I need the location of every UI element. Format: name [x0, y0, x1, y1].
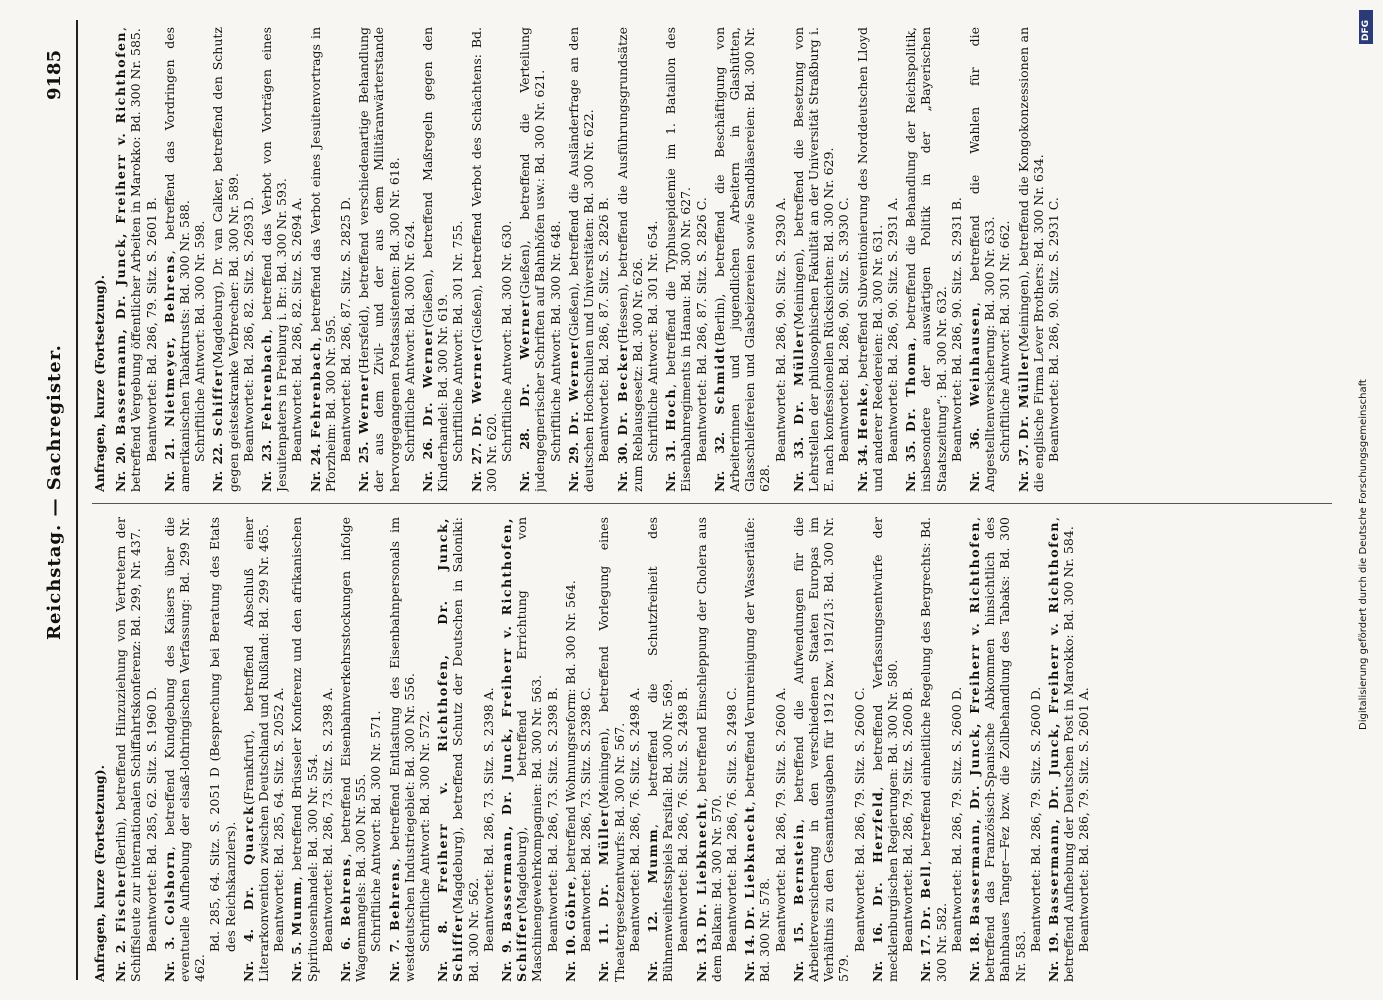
- entry-name: Dr. Müller: [596, 809, 612, 908]
- entry-number: Nr. 11.: [596, 907, 612, 982]
- entry-text: (Magdeburg), betreffend Errichtung von Maschinengewehrkompagnien: Bd. 300 Nr. 563.: [514, 517, 545, 982]
- register-entry: [1016, 27, 1062, 492]
- register-entry: [259, 27, 305, 492]
- dfg-logo: [1359, 10, 1373, 44]
- entry-name: Dr. Liebknecht: [742, 805, 758, 930]
- register-entry: [855, 27, 901, 492]
- entry-text: , betreffend das Verbot von Vorträgen eines Jesuitenpaters in Freiburg i. Br.: Bd. 300 Nr. 593.: [259, 27, 290, 492]
- entry-name: Mumm: [644, 827, 660, 884]
- entry-reference: Beantwortet: Bd. 286, 82. Sitz. S. 2694 A.: [289, 197, 305, 462]
- entry-text: , betreffend Entlastung des Eisenbahnpersonals im westdeutschen Industriegebiet: Bd. 300 Nr. 556.: [386, 517, 417, 982]
- entry-reference: Schriftliche Antwort: Bd. 300 Nr. 630.: [499, 220, 515, 462]
- entry-text: (Magdeburg), betreffend Schutz der Deutschen in Saloniki: Bd. 300 Nr. 562.: [450, 517, 481, 982]
- entry-text: (Meiningen), betreffend die Kongokonzessionen an die englische Firma Lever Brothers: Bd. 300 Nr. 634.: [1015, 27, 1046, 492]
- entry-text: (Gießen), betreffend Verbot des Schächtens: Bd. 300 Nr. 620.: [468, 27, 499, 492]
- entry-name: Schmidt: [711, 345, 727, 415]
- entry-reference: Beantwortet: Bd. 286, 73. Sitz. S. 2398 C.: [578, 687, 594, 952]
- register-entry: [420, 27, 466, 492]
- register-entry: [870, 517, 916, 982]
- entry-reference: Beantwortet: Bd. 285, 64. Sitz. S. 2052 A.: [271, 687, 287, 952]
- entry-text: , betreffend die Aufwendungen für die Arbeiterversicherung in den verschiedenen Staaten Europas im Verhältnis zu den Gesamtausgaben für 1912 bzw. 1912/13: Bd. 300 Nr. 579.: [790, 517, 852, 982]
- entry-text: , betreffend Kundgebung des Kaisers über die eventuelle Aufhebung der elsaß-lothringischen Verfassung: Bd. 299 Nr. 462.: [161, 517, 208, 982]
- entry-name: Dr. Quarck: [240, 804, 256, 911]
- entry-number: Nr. 5.: [289, 935, 305, 982]
- entry-text: , betreffend Aufhebung der Deutschen Post in Marokko: Bd. 300 Nr. 584.: [1045, 517, 1077, 982]
- register-entry: [903, 27, 964, 492]
- left-column: [92, 517, 1347, 982]
- entry-number: Nr. 14.: [742, 929, 758, 982]
- entry-text: , betreffend Verunreinigung der Wasserläufe: Bd. 300 Nr. 578.: [742, 517, 773, 982]
- entry-reference: Schriftliche Antwort: Bd. 301 Nr. 755.: [450, 220, 466, 462]
- entry-reference: Beantwortet: Bd. 286, 87. Sitz. S. 2826 C.: [693, 197, 709, 462]
- entry-name: Dr. Müller: [1015, 352, 1031, 440]
- entry-reference: Beantwortet: Bd. 286, 90. Sitz. S. 2931 B.: [948, 197, 964, 462]
- entry-reference: Beantwortet: Bd. 286, 76. Sitz. S. 2498 B.: [675, 687, 691, 952]
- register-entry: [162, 517, 238, 982]
- register-entry: [435, 517, 496, 982]
- entry-text: , betreffend Subventionierung des Norddeutschen Lloyd und anderer Reedereien: Bd. 300 Nr. 631.: [854, 27, 885, 492]
- entry-text: , betreffend die Schutzfreiheit des Bühnenweihfestspiels Parsifal: Bd. 300 Nr. 569.: [644, 517, 676, 982]
- running-head-title: Reichstag. — Sachregister.: [44, 344, 65, 640]
- entry-number: Nr. 36.: [966, 406, 982, 492]
- register-entry: [289, 517, 335, 982]
- entry-text: (Meiningen), betreffend Vorlegung eines Theatergesetzentwurfs: Bd. 300 Nr. 567.: [596, 517, 627, 982]
- entry-reference: Beantwortet: Bd. 286, 87. Sitz. S. 2825 D.: [338, 196, 354, 462]
- entry-number: Nr. 15.: [790, 905, 806, 982]
- entry-reference: Beantwortet: Bd. 286, 79. Sitz. S. 2600 D.: [1027, 686, 1043, 952]
- entry-number: Nr. 9.: [499, 932, 515, 982]
- entry-text: (Gießen), betreffend die Verteilung judengegnerischer Schriften auf Bahnhöfen usw.: Bd. 300 Nr. 621.: [517, 27, 548, 492]
- entry-number: Nr. 21.: [161, 426, 177, 492]
- register-entry: [241, 517, 287, 982]
- entry-name: Dr. Werner: [517, 299, 533, 407]
- entry-reference: Beantwortet: Bd. 286, 76. Sitz. S. 2498 A.: [626, 687, 642, 952]
- register-entry: [113, 517, 159, 982]
- entry-name: Hoch: [663, 387, 679, 431]
- left-column-heading: Anfragen, kurze (Fortsetzung).: [92, 765, 107, 982]
- entry-reference: Beantwortet: Bd. 286, 79. Sitz. S. 2601 B.: [143, 197, 159, 462]
- entry-reference: Beantwortet: Bd. 286, 79. Sitz. S. 2600 C.: [851, 687, 867, 952]
- right-column-heading: Anfragen, kurze (Fortsetzung).: [92, 275, 107, 492]
- register-entry: [967, 517, 1043, 982]
- entry-number: Nr. 35.: [903, 431, 919, 492]
- entry-name: Dr. Becker: [614, 343, 630, 436]
- entry-text: (Gießen), betreffend Maßregeln gegen den Kinderhandel: Bd. 300 Nr. 619.: [420, 27, 451, 492]
- entry-number: Nr. 2.: [113, 932, 129, 982]
- entry-reference: Beantwortet: Bd. 286, 79. Sitz. S. 2600 D.: [948, 686, 964, 952]
- entry-reference: Schriftliche Antwort: Bd. 301 Nr. 662.: [997, 220, 1013, 462]
- entry-reference: Bd. 285, 64. Sitz. S. 2051 D (Besprechung bei Beratung des Etats des Reichskanzlers).: [207, 517, 238, 952]
- entry-name: Dr. Liebknecht: [693, 801, 709, 928]
- entry-text: (Magdeburg), Dr. van Calker, betreffend den Schutz gegen geisteskranke Verbrecher: Bd. 300 Nr. 589.: [210, 27, 241, 492]
- entry-number: Nr. 18.: [966, 925, 982, 982]
- entry-number: Nr. 6.: [338, 926, 354, 982]
- entry-text: , betreffend Wohnungsreform: Bd. 300 Nr. 564.: [562, 580, 578, 881]
- register-entry: [615, 27, 661, 492]
- side-note-text: Digitalisierung gefördert durch die Deutsche Forschungsgemeinschaft: [1358, 379, 1369, 730]
- entry-reference: Schriftliche Antwort: Bd. 301 Nr. 654.: [644, 220, 660, 462]
- right-column: [92, 27, 1347, 492]
- entry-number: Nr. 29.: [565, 435, 581, 492]
- dfg-logo-text: DFG: [1361, 19, 1371, 41]
- entry-number: Nr. 10.: [562, 930, 578, 982]
- entry-reference: Beantwortet: Bd. 286, 73. Sitz. S. 2398 A.: [319, 687, 335, 952]
- register-entry: [210, 27, 256, 492]
- register-entry: [791, 517, 867, 982]
- entry-name: Dr. Werner: [468, 343, 484, 437]
- register-entry: [113, 27, 159, 492]
- entry-name: Bassermann, Dr. Junck, Freiherr v. Richthofen: [1045, 520, 1061, 926]
- entry-name: Henke: [854, 386, 870, 440]
- entry-reference: Beantwortet: Bd. 286, 90. Sitz. S. 2931 A.: [884, 197, 900, 462]
- register-entry: [469, 27, 515, 492]
- entry-reference: Schriftliche Antwort: Bd. 300 Nr. 571.: [368, 710, 384, 952]
- register-entry: [1046, 517, 1092, 982]
- entry-name: Bassermann, Dr. Junck, Freiherr v. Richthofen, Schiffer: [499, 517, 530, 982]
- register-entry: [663, 27, 709, 492]
- entry-name: Schiffer: [210, 368, 226, 437]
- entry-reference: Beantwortet: Bd. 286, 79. Sitz. S. 2600 A.: [772, 687, 788, 952]
- entry-number: Nr. 24.: [307, 438, 323, 492]
- entry-reference: Schriftliche Antwort: Bd. 300 Nr. 598.: [192, 220, 208, 462]
- entry-number: Nr. 13.: [693, 927, 709, 982]
- entry-number: Nr. 23.: [259, 430, 275, 492]
- register-entry: [694, 517, 740, 982]
- entry-number: Nr. 30.: [614, 435, 630, 492]
- entry-reference: Beantwortet: Bd. 285, 62. Sitz. S. 1960 D.: [143, 686, 159, 952]
- rotated-page-content: [20, 0, 1360, 1000]
- entry-number: Nr. 19.: [1045, 925, 1061, 982]
- page-number: 9185: [44, 49, 65, 100]
- entry-name: Bassermann, Dr. Junck, Freiherr v. Richthofen: [113, 30, 129, 436]
- register-entry: [499, 517, 560, 982]
- entry-name: Dr. Müller: [790, 329, 806, 425]
- side-note: [1340, 0, 1380, 1000]
- entry-name: Göhre: [562, 880, 578, 931]
- entry-name: Behrens: [386, 862, 402, 931]
- register-entry: [517, 27, 563, 492]
- entry-text: , betreffend Brüsseler Konferenz und den afrikanischen Spirituosenhandel: Bd. 300 Nr. 554.: [289, 517, 320, 982]
- entry-text: , betreffend die Typhusepidemie im 1. Bataillon des Eisenbahnregiments in Hanau: Bd. 300 Nr. 627.: [663, 27, 694, 492]
- entry-reference: Beantwortet: Bd. 286, 87. Sitz. S. 2826 B.: [596, 197, 612, 462]
- entry-reference: Schriftliche Antwort: Bd. 300 Nr. 572.: [417, 710, 433, 952]
- entry-text: , betreffend die Wahlen für die Angestelltenversicherung: Bd. 300 Nr. 633.: [966, 27, 998, 492]
- register-entry: [791, 27, 852, 492]
- entry-reference: Beantwortet: Bd. 286, 90. Sitz. S. 2931 C.: [1045, 197, 1061, 462]
- entry-reference: Beantwortet: Bd. 286, 79. Sitz. S. 2600 B.: [900, 687, 916, 952]
- register-entry: [712, 27, 788, 492]
- entry-name: Bassermann, Dr. Junck, Freiherr v. Richthofen: [966, 520, 982, 926]
- entry-number: Nr. 12.: [644, 883, 660, 982]
- entry-text: , betreffend Eisenbahnverkehrsstockungen infolge Wagenmangels: Bd. 300 Nr. 555.: [338, 517, 369, 982]
- header-rule: [76, 20, 78, 980]
- entry-name: Freiherr v. Richthofen, Dr. Junck, Schiffer: [435, 517, 466, 982]
- register-entry: [596, 517, 642, 982]
- entry-number: Nr. 17.: [918, 929, 934, 982]
- entry-reference: Beantwortet: Bd. 286, 73. Sitz. S. 2398 A.: [480, 687, 496, 952]
- register-entry: [967, 27, 1013, 492]
- entry-number: Nr. 25.: [356, 434, 372, 492]
- entry-text: (Frankfurt), betreffend Abschluß einer Literarkonvention zwischen Deutschland und Rußland: Bd. 299 Nr. 465.: [240, 517, 272, 982]
- entry-text: (Gießen), betreffend die Ausländerfrage an den deutschen Hochschulen und Universitäten: Bd. 300 Nr. 622.: [565, 27, 597, 492]
- entry-name: Fehrenbach: [259, 333, 275, 431]
- entry-text: , betreffend einheitliche Regelung des Bergrechts: Bd. 300 Nr. 582.: [918, 517, 949, 982]
- left-entries: [113, 517, 1091, 982]
- entry-reference: Beantwortet: Bd. 286, 73. Sitz. S. 2398 B.: [544, 687, 560, 952]
- entry-name: Dr. Bell: [918, 864, 934, 930]
- entry-number: Nr. 32.: [711, 414, 727, 492]
- entry-text: , betreffend Vergebung öffentlicher Arbeiten in Marokko: Bd. 300 Nr. 585.: [113, 27, 144, 492]
- entry-reference: Beantwortet: Bd. 286, 90. Sitz. S. 3930 C.: [836, 197, 852, 462]
- entry-text: (Berlin), betreffend Hinzuziehung von Vertretern der Schiffsleute zur internationalen Schiffahrtskonferenz: Bd. 299, Nr. 437.: [113, 517, 144, 982]
- entry-text: (Meiningen), betreffend die Besetzung von Lehrstellen der philosophischen Fakultät an der Universität Straßburg i. E. nach konfessionellen Rücksichten: Bd. 300 Nr. 629.: [790, 27, 837, 492]
- running-head: [20, 0, 76, 1000]
- entry-name: Fischer: [113, 869, 129, 933]
- entry-text: (Berlin), betreffend die Beschäftigung von Arbeiterinnen und jugendlichen Arbeitern in Glashütten, Glasschleifereien und Glasbeizereien sowie Sandbläsereien: Bd. 300 Nr. 628.: [711, 27, 773, 492]
- entry-name: Colshorn: [161, 850, 177, 926]
- entry-name: Weinhausen: [966, 306, 982, 407]
- entry-number: Nr. 4.: [240, 910, 256, 982]
- register-entry: [356, 27, 417, 492]
- entry-number: Nr. 26.: [420, 426, 436, 492]
- entry-reference: Beantwortet: Bd. 286, 90. Sitz. S. 2930 A.: [772, 197, 788, 462]
- entry-name: Fehrenbach: [307, 340, 323, 439]
- entry-number: Nr. 27.: [468, 436, 484, 492]
- entry-number: Nr. 33.: [790, 424, 806, 492]
- register-entry: [338, 517, 384, 982]
- entry-reference: Schriftliche Antwort: Bd. 300 Nr. 624.: [401, 220, 417, 462]
- register-entry: [742, 517, 788, 982]
- entry-number: Nr. 22.: [210, 436, 226, 492]
- entry-name: Dr. Werner: [565, 341, 581, 436]
- entry-number: Nr. 7.: [386, 930, 402, 982]
- column-divider: [92, 503, 1332, 504]
- entry-text: (Hessen), betreffend die Ausführungsgrundsätze zum Reblausgesetz: Bd. 300 Nr. 626.: [614, 27, 645, 492]
- entry-text: , betreffend das Verbot eines Jesuitenvortrags in Pforzheim: Bd. 300 Nr. 595.: [307, 27, 338, 492]
- entry-reference: Beantwortet: Bd. 286, 79. Sitz. S. 2601 A.: [1076, 687, 1092, 952]
- right-entries: [113, 27, 1061, 492]
- entry-number: Nr. 34.: [854, 439, 870, 492]
- entry-reference: Schriftliche Antwort: Bd. 300 Nr. 648.: [547, 220, 563, 462]
- entry-name: Bernstein: [790, 822, 806, 906]
- entry-text: , betreffend die Behandlung der Reichspolitik, insbesondere der auswärtigen Politik in der „Bayerischen Staatszeitung“: Bd. 300 Nr. 632.: [903, 27, 949, 492]
- entry-name: Nietmeyer, Behrens: [161, 254, 177, 427]
- entry-number: Nr. 3.: [161, 925, 177, 982]
- register-entry: [563, 517, 593, 982]
- register-entry: [918, 517, 964, 982]
- entry-reference: Beantwortet: Bd. 286, 76. Sitz. S. 2498 C.: [723, 687, 739, 952]
- entry-text: , betreffend Einschleppung der Cholera aus dem Balkan: Bd. 300 Nr. 570.: [693, 517, 724, 982]
- entry-text: , betreffend das Französisch-Spanische Abkommen hinsichtlich des Bahnbaues Tanger—Fez bzw. die Zollbehandlung des Tabaks: Bd. 300 Nr. 583.: [966, 517, 1028, 982]
- register-entry: [162, 27, 208, 492]
- entry-name: Mumm: [289, 880, 305, 936]
- entry-reference: Beantwortet: Bd. 286, 82. Sitz. S. 2693 D.: [240, 196, 256, 462]
- register-entry: [308, 27, 354, 492]
- entry-name: Dr. Herzfeld: [869, 790, 885, 907]
- entry-number: Nr. 37.: [1015, 439, 1031, 492]
- register-entry: [387, 517, 433, 982]
- entry-text: (Hersfeld), betreffend verschiedenartige Behandlung der aus dem Zivil- und der aus dem Militäranwärterstande hervorgegangenen Postassistenten: Bd. 300 Nr. 618.: [356, 27, 402, 492]
- entry-number: Nr. 31.: [663, 430, 679, 492]
- register-entry: [645, 517, 691, 982]
- entry-name: Dr. Werner: [420, 327, 436, 427]
- register-entry: [566, 27, 612, 492]
- entry-number: Nr. 20.: [113, 435, 129, 492]
- entry-number: Nr. 8.: [435, 893, 451, 982]
- entry-name: Werner: [356, 373, 372, 434]
- entry-number: Nr. 16.: [869, 906, 885, 982]
- entry-name: Dr. Thoma: [903, 341, 919, 432]
- entry-name: Behrens: [338, 857, 354, 927]
- entry-text: , betreffend Verfassungsentwürfe der mecklenburgischen Regierungen: Bd. 300 Nr. 580.: [869, 517, 900, 982]
- entry-number: Nr. 28.: [517, 406, 533, 492]
- entry-text: , betreffend das Vordringen des amerikanischen Tabaktrusts: Bd. 300 Nr. 588.: [161, 27, 193, 492]
